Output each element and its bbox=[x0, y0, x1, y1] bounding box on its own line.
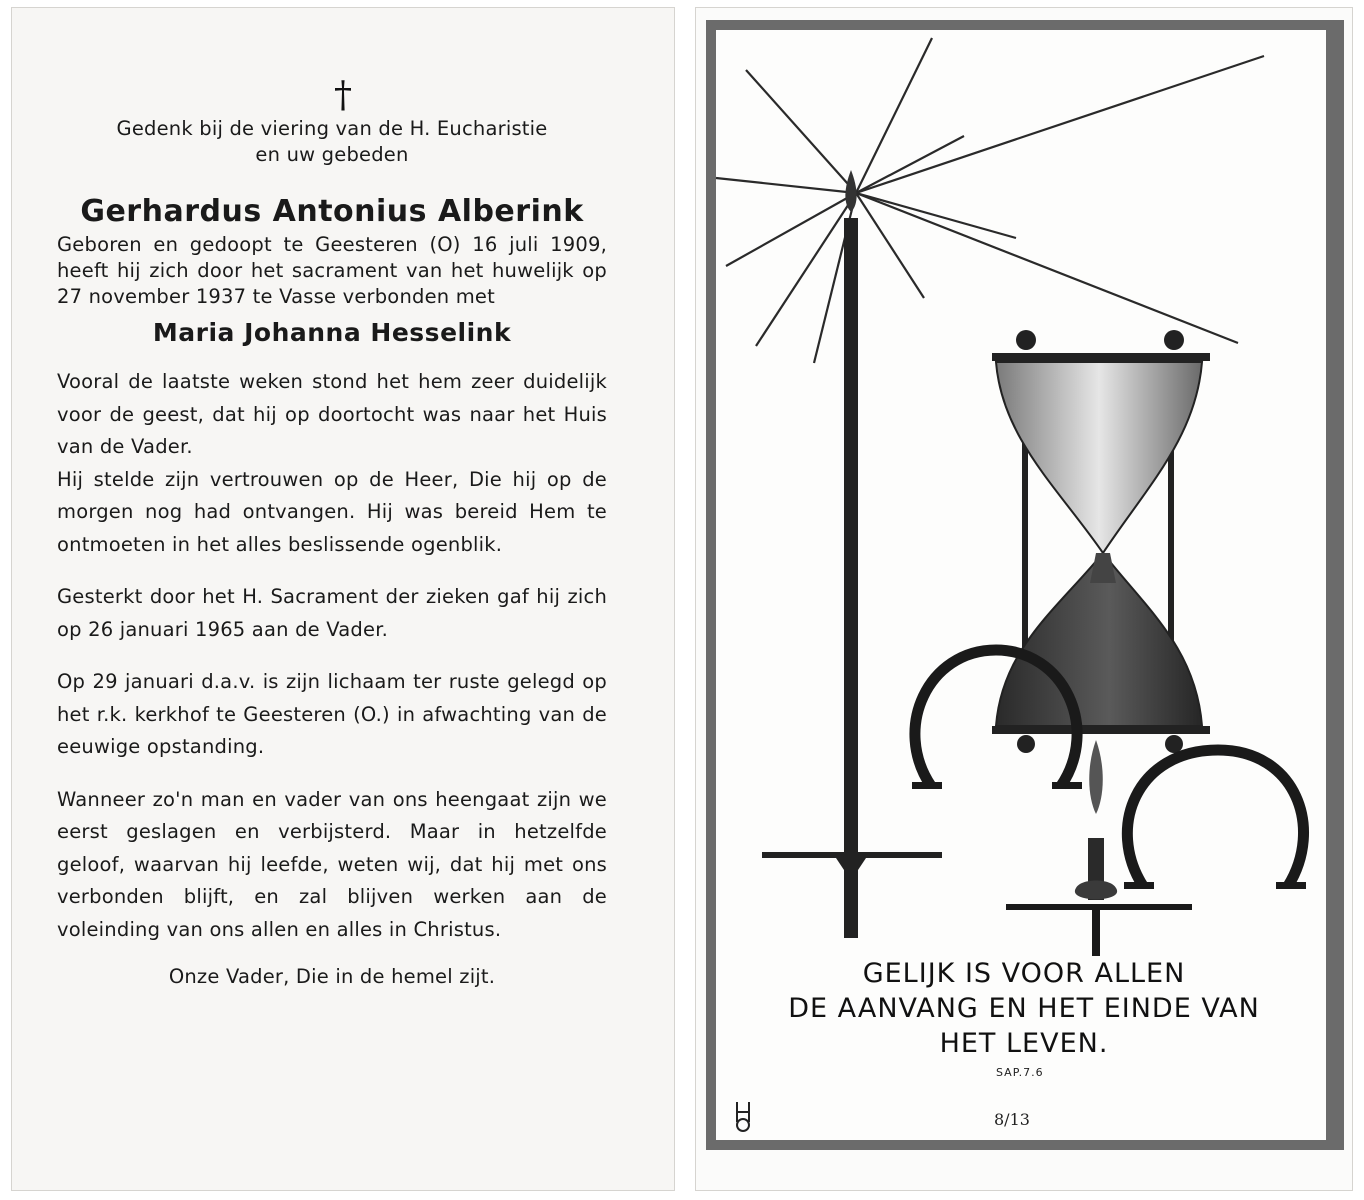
paragraph-burial: Op 29 januari d.a.v. is zijn lichaam ter ruste gelegd op het r.k. kerkhof te Geesteren (O.) in afwachting van de eeuwige opstanding. bbox=[57, 670, 607, 758]
motto-line-2: DE AANVANG EN HET EINDE VAN bbox=[788, 993, 1260, 1024]
tall-candle bbox=[844, 218, 858, 938]
deceased-name: Gerhardus Antonius Alberink bbox=[80, 194, 584, 229]
candle-holder-left bbox=[762, 852, 942, 858]
hourglass bbox=[992, 330, 1210, 753]
card-number: 8/13 bbox=[994, 1110, 1030, 1129]
intro-line-1: Gedenk bij de viering van de H. Eucharistie bbox=[116, 117, 548, 140]
artist-monogram-icon bbox=[732, 1100, 754, 1132]
cross-icon: † bbox=[334, 75, 352, 116]
paragraph-trust: Hij stelde zijn vertrouwen op de Heer, Die hij op de morgen nog had ontvangen. Hij was bereid Hem te ontmoeten in het alles beslissende ogenblik. bbox=[57, 467, 607, 556]
small-candle-flame bbox=[1089, 740, 1103, 814]
closing-prayer: Onze Vader, Die in de hemel zijt. bbox=[168, 965, 496, 988]
paragraph-death: Gesterkt door het H. Sacrament der zieken gaf hij zich op 26 januari 1965 aan de Vader. bbox=[57, 585, 607, 641]
scripture-reference: SAP.7.6 bbox=[996, 1066, 1044, 1079]
spouse-name: Maria Johanna Hesselink bbox=[152, 318, 512, 347]
motto bbox=[696, 956, 1352, 1061]
motto-line-3: HET LEVEN. bbox=[939, 1028, 1109, 1059]
birth-marriage-text: Geboren en gedoopt te Geesteren (O) 16 juli 1909, heeft hij zich door het sacrament van het huwelijk op 27 november 1937 te Vasse verbonden met bbox=[57, 233, 607, 308]
left-memorial-card bbox=[12, 8, 674, 1190]
memorial-text bbox=[57, 116, 607, 990]
paragraph-last-weeks: Vooral de laatste weken stond het hem zeer duidelijk voor de geest, dat hij op doortocht was naar het Huis van de Vader. bbox=[57, 370, 607, 458]
paragraph-faith: Wanneer zo'n man en vader van ons heengaat zijn we eerst geslagen en verbijsterd. Maar in hetzelfde geloof, waarvan hij leefde, weten wij, dat hij met ons verbonden blijft, en zal blijven werken aan de voleinding van ons allen en alles in Christus. bbox=[57, 787, 607, 941]
right-memorial-card bbox=[696, 8, 1352, 1190]
intro-line-2: en uw gebeden bbox=[255, 143, 409, 166]
motto-line-1: GELIJK IS VOOR ALLEN bbox=[862, 958, 1186, 989]
light-rays bbox=[716, 38, 1264, 363]
tall-candle-flame bbox=[845, 170, 856, 212]
